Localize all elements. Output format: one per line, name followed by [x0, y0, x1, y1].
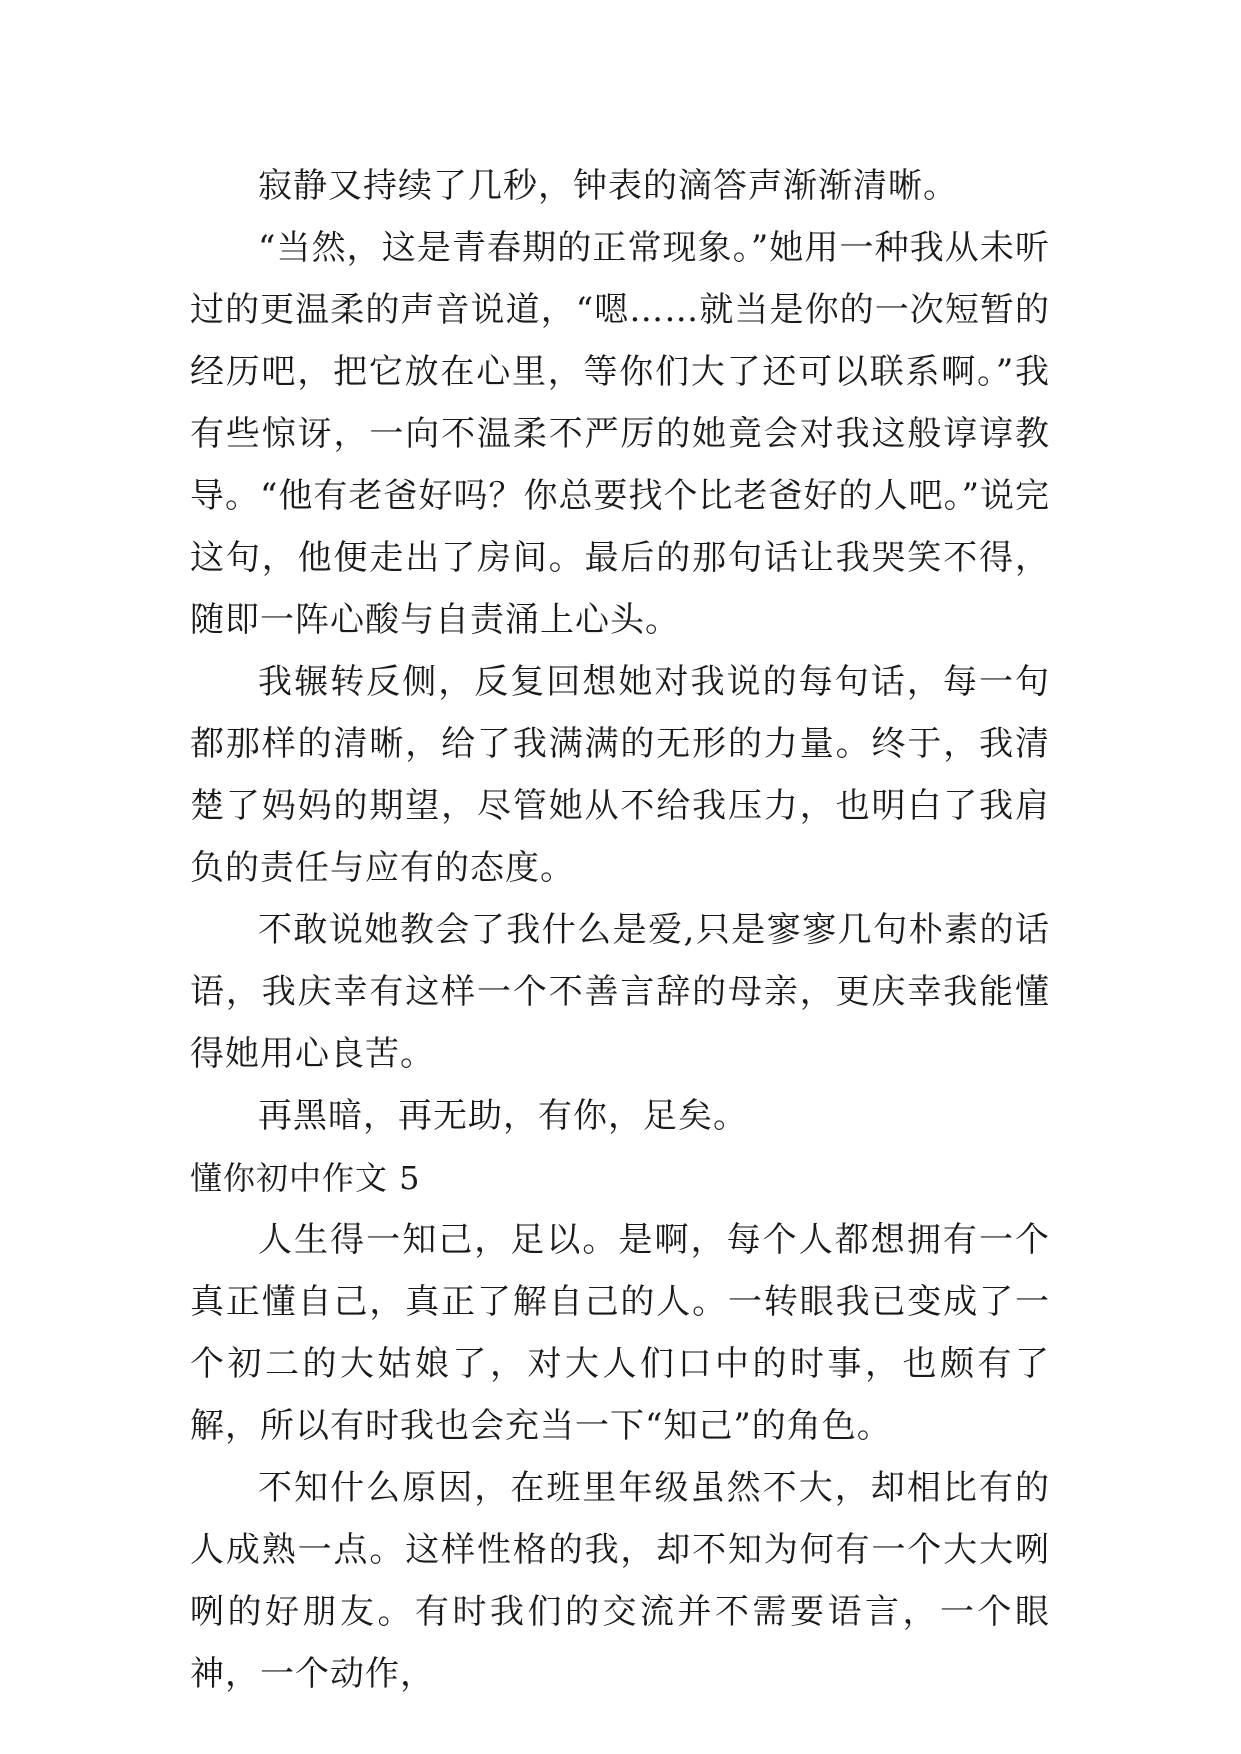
paragraph-3: 我辗转反侧，反复回想她对我说的每句话，每一句都那样的清晰，给了我满满的无形的力量。终于，我清楚了妈妈的期望，尽管她从不给我压力，也明白了我肩负的责任与应有的态度。 — [190, 662, 1050, 888]
paragraph-7: 不知什么原因，在班里年级虽然不大，却相比有的人成熟一点。这样性格的我，却不知为何有一个大大咧咧的好朋友。有时我们的交流并不需要语言，一个眼神，一个动作， — [190, 1468, 1050, 1694]
section-heading: 懂你初中作文 5 — [190, 1159, 421, 1197]
document-body — [190, 155, 1050, 1705]
paragraph-1: 寂静又持续了几秒，钟表的滴答声渐渐清晰。 — [258, 166, 958, 206]
paragraph-2: “当然，这是青春期的正常现象。”她用一种我从未听过的更温柔的声音说道，“嗯……就当是你的一次短暂的经历吧，把它放在心里，等你们大了还可以联系啊。”我有些惊讶，一向不温柔不严厉的她竟会对我这般谆谆教导。“他有老爸好吗？你总要找个比老爸好的人吧。”说完这句，他便走出了房间。最后的那句话让我哭笑不得，随即一阵心酸与自责涌上心头。 — [190, 228, 1050, 640]
paragraph-6: 人生得一知己，足以。是啊，每个人都想拥有一个真正懂自己，真正了解自己的人。一转眼我已变成了一个初二的大姑娘了，对大人们口中的时事，也颇有了解，所以有时我也会充当一下“知己”的角色。 — [190, 1220, 1050, 1446]
paragraph-5: 再黑暗，再无助，有你，足矣。 — [258, 1096, 748, 1136]
paragraph-4: 不敢说她教会了我什么是爱,只是寥寥几句朴素的话语，我庆幸有这样一个不善言辞的母亲，更庆幸我能懂得她用心良苦。 — [190, 910, 1050, 1074]
